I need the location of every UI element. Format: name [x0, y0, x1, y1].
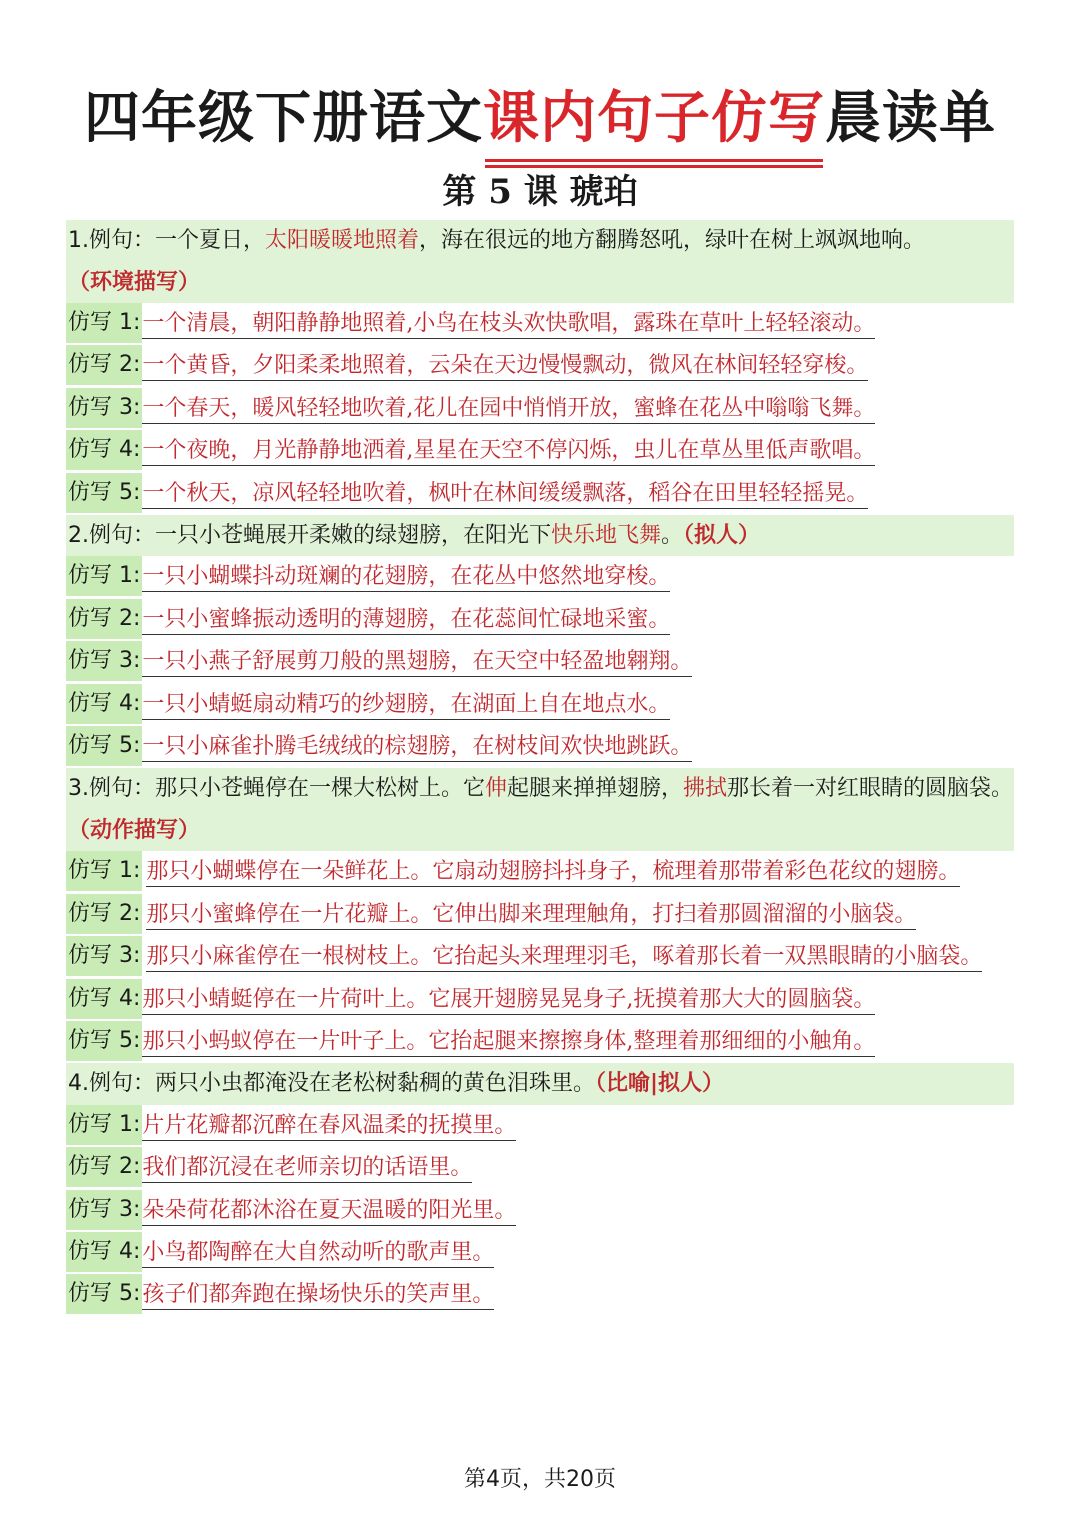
imitation-row [66, 599, 1014, 641]
title-part1: 四年级下册语文 [84, 86, 483, 151]
imitation-row [66, 851, 1014, 893]
imitation-label: 仿写 3: [66, 388, 142, 428]
example-tag: （比喻|拟人） [595, 1071, 725, 1097]
imitation-label: 仿写 4: [66, 979, 142, 1019]
example-tag: （环境描写） [68, 269, 201, 295]
imitation-answer: 朵朵荷花都沐浴在夏天温暖的阳光里。 [142, 1198, 516, 1226]
title-highlight: 课内句子仿写 [483, 74, 825, 154]
example-text: 起腿来掸掸翅膀， [507, 776, 684, 802]
imitation-label: 仿写 5: [66, 1021, 142, 1061]
imitation-row [66, 684, 1014, 726]
imitation-label: 仿写 1: [66, 556, 142, 596]
imitation-row [66, 303, 1014, 345]
example-text: 那长着一对红眼睛的圆脑袋。 [727, 776, 1014, 802]
imitation-label: 仿写 4: [66, 430, 142, 470]
imitation-answer: 一只小麻雀扑腾毛绒绒的棕翅膀，在树枝间欢快地跳跃。 [142, 734, 692, 762]
example-sentence-2 [66, 515, 1014, 557]
example-text: 3.例句：那只小苍蝇停在一棵大松树上。它 [68, 776, 485, 802]
imitation-label: 仿写 2: [66, 345, 142, 385]
imitation-label: 仿写 2: [66, 1147, 142, 1187]
imitation-answer: 那只小蜜蜂停在一片花瓣上。它伸出脚来理理触角，打扫着那圆溜溜的小脑袋。 [146, 902, 916, 930]
imitation-row [66, 1274, 1014, 1316]
imitation-row [66, 473, 1014, 515]
imitation-row [66, 726, 1014, 768]
imitation-label: 仿写 3: [66, 1190, 142, 1230]
imitation-answer: 一个春天，暖风轻轻地吹着,花儿在园中悄悄开放，蜜蜂在花丛中嗡嗡飞舞。 [142, 396, 875, 424]
imitation-label: 仿写 5: [66, 1274, 142, 1314]
imitation-label: 仿写 4: [66, 684, 142, 724]
imitation-row [66, 1232, 1014, 1274]
imitation-label: 仿写 5: [66, 473, 142, 513]
imitation-answer: 一个清晨，朝阳静静地照着,小鸟在枝头欢快歌唱，露珠在草叶上轻轻滚动。 [142, 311, 875, 339]
imitation-row [66, 388, 1014, 430]
imitation-label: 仿写 1: [66, 851, 142, 891]
example-text: 。 [661, 522, 684, 548]
imitation-answer: 一只小燕子舒展剪刀般的黑翅膀，在天空中轻盈地翱翔。 [142, 649, 692, 677]
page-title [0, 74, 1080, 154]
imitation-answer: 孩子们都奔跑在操场快乐的笑声里。 [142, 1282, 494, 1310]
imitation-answer: 那只小蚂蚁停在一片叶子上。它抬起腿来擦擦身体,整理着那细细的小触角。 [142, 1029, 875, 1057]
imitation-label: 仿写 2: [66, 599, 142, 639]
imitation-row [66, 641, 1014, 683]
imitation-answer: 一个秋天，凉风轻轻地吹着，枫叶在林间缓缓飘落，稻谷在田里轻轻摇晃。 [142, 481, 868, 509]
example-highlight: 太阳暖暖地照着 [265, 228, 420, 253]
imitation-label: 仿写 1: [66, 1105, 142, 1145]
imitation-answer: 那只小蜻蜓停在一片荷叶上。它展开翅膀晃晃身子,抚摸着那大大的圆脑袋。 [142, 987, 875, 1015]
imitation-label: 仿写 3: [66, 936, 142, 976]
imitation-row [66, 979, 1014, 1021]
imitation-label: 仿写 4: [66, 1232, 142, 1272]
imitation-row [66, 894, 1014, 936]
example-sentence-1 [66, 220, 1014, 303]
example-sentence-3 [66, 768, 1014, 851]
imitation-answer: 一个黄昏，夕阳柔柔地照着，云朵在天边慢慢飘动，微风在林间轻轻穿梭。 [142, 353, 868, 381]
example-text: 4.例句：两只小虫都淹没在老松树黏稠的黄色泪珠里。 [68, 1071, 595, 1097]
page-number: 第4页，共20页 [464, 1467, 616, 1492]
example-highlight: 快乐地飞舞 [551, 522, 662, 548]
example-text: 2.例句：一只小苍蝇展开柔嫩的绿翅膀，在阳光下 [68, 522, 551, 548]
imitation-answer: 那只小蝴蝶停在一朵鲜花上。它扇动翅膀抖抖身子，梳理着那带着彩色花纹的翅膀。 [146, 859, 960, 887]
imitation-answer: 一只小蝴蝶抖动斑斓的花翅膀，在花丛中悠然地穿梭。 [142, 564, 670, 592]
example-tag: （拟人） [683, 522, 761, 548]
imitation-row [66, 345, 1014, 387]
imitation-answer: 一个夜晚，月光静静地洒着,星星在天空不停闪烁，虫儿在草丛里低声歌唱。 [142, 438, 875, 466]
imitation-label: 仿写 5: [66, 726, 142, 766]
imitation-row [66, 1105, 1014, 1147]
example-text: ，海在很远的地方翻腾怒吼，绿叶在树上飒飒地响。 [419, 228, 926, 253]
example-text: 1.例句：一个夏日， [68, 228, 265, 253]
imitation-row [66, 556, 1014, 598]
imitation-answer: 小鸟都陶醉在大自然动听的歌声里。 [142, 1240, 494, 1268]
imitation-row [66, 1021, 1014, 1063]
imitation-answer: 片片花瓣都沉醉在春风温柔的抚摸里。 [142, 1113, 516, 1141]
imitation-answer: 一只小蜻蜓扇动精巧的纱翅膀，在湖面上自在地点水。 [142, 692, 670, 720]
example-highlight: 拂拭 [683, 776, 728, 802]
imitation-label: 仿写 1: [66, 303, 142, 343]
imitation-answer: 那只小麻雀停在一根树枝上。它抬起头来理理羽毛，啄着那长着一双黑眼睛的小脑袋。 [146, 944, 982, 972]
imitation-label: 仿写 2: [66, 894, 142, 934]
exercise-content [66, 220, 1014, 1317]
title-part3: 晨读单 [825, 86, 996, 151]
imitation-answer: 一只小蜜蜂振动透明的薄翅膀，在花蕊间忙碌地采蜜。 [142, 607, 670, 635]
lesson-subtitle: 第 5 课 琥珀 [442, 172, 638, 212]
imitation-row [66, 1190, 1014, 1232]
imitation-row [66, 936, 1014, 978]
example-tag: （动作描写） [68, 817, 201, 843]
example-highlight: 伸 [485, 776, 508, 802]
imitation-row [66, 1147, 1014, 1189]
imitation-answer: 我们都沉浸在老师亲切的话语里。 [142, 1155, 472, 1183]
imitation-label: 仿写 3: [66, 641, 142, 681]
imitation-row [66, 430, 1014, 472]
example-sentence-4 [66, 1063, 1014, 1105]
